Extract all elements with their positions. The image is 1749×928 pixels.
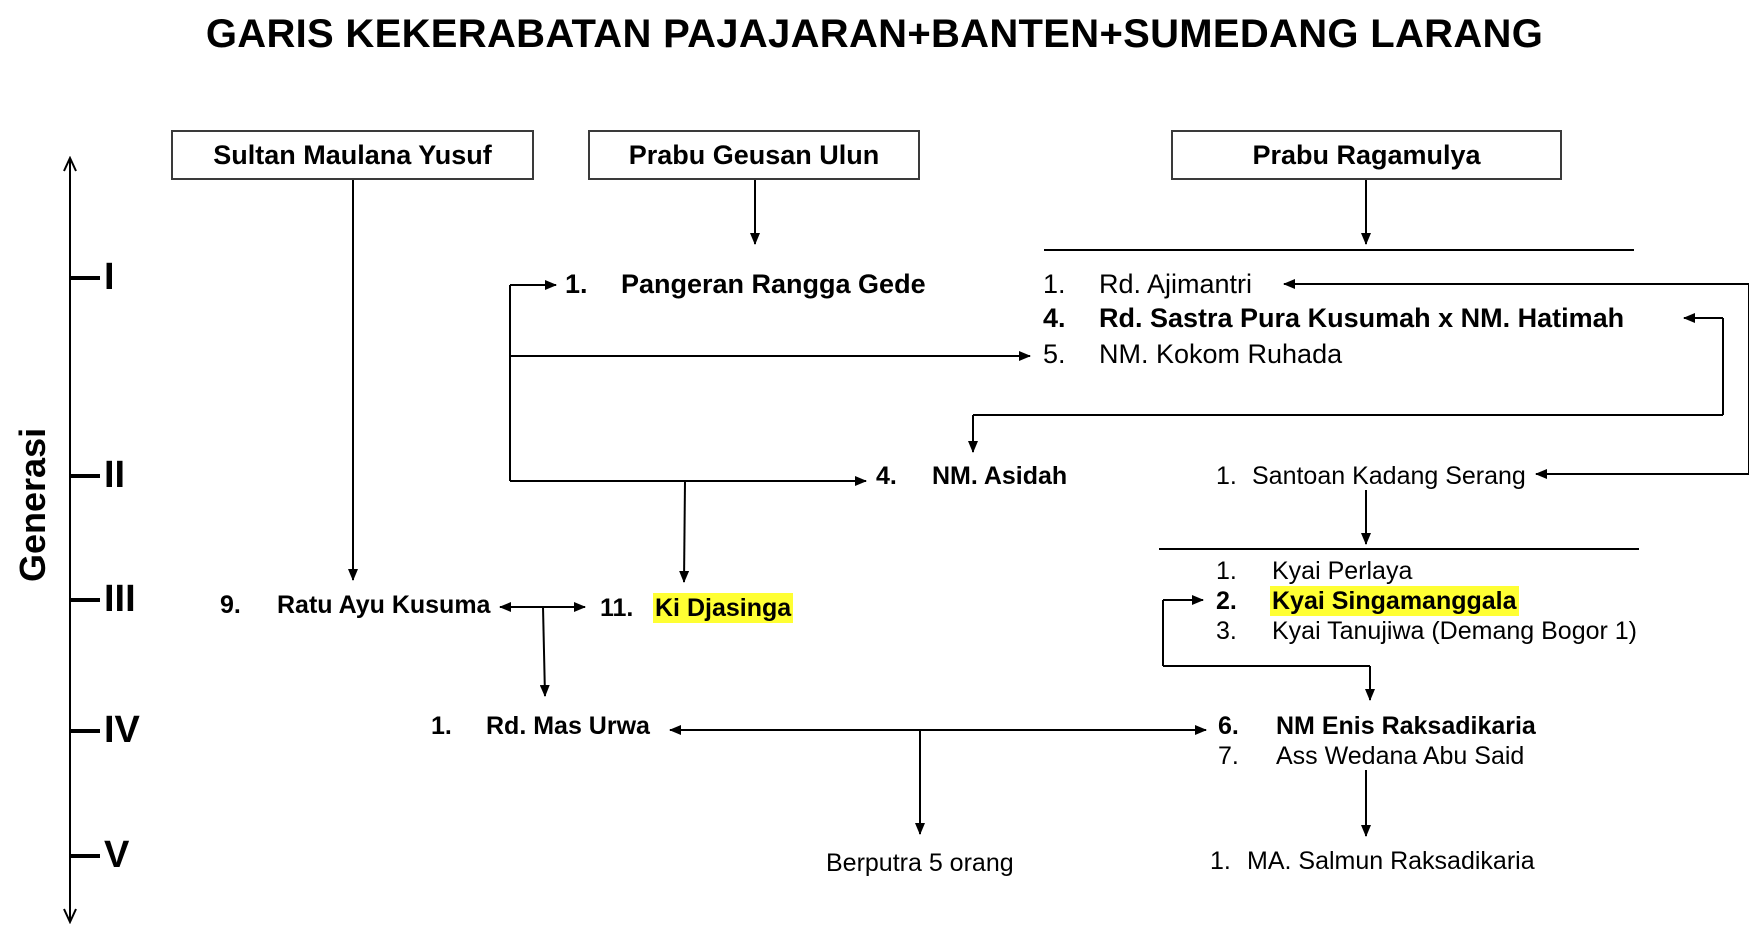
ratu-ayu-kusuma-name: Ratu Ayu Kusuma xyxy=(277,591,491,619)
ajimantri-number: 1. xyxy=(1043,269,1066,299)
axis-label-generasi: Generasi xyxy=(12,427,53,582)
ratu-ayu-kusuma-number: 9. xyxy=(220,591,241,619)
rangga-gede-name: Pangeran Rangga Gede xyxy=(621,269,926,299)
kyai-perlaya-name: Kyai Perlaya xyxy=(1272,557,1413,585)
gen-label-5: V xyxy=(104,834,130,876)
ajimantri-name: Rd. Ajimantri xyxy=(1099,269,1253,299)
gen-label-1: I xyxy=(104,256,115,298)
mas-urwa-name: Rd. Mas Urwa xyxy=(486,712,650,740)
kyai-perlaya-number: 1. xyxy=(1216,557,1237,585)
kyai-singamanggala-name: Kyai Singamanggala xyxy=(1272,587,1517,615)
diagram-title: GARIS KEKERABATAN PAJAJARAN+BANTEN+SUMEDANG LARANG xyxy=(205,12,1544,56)
kokom-ruhada-number: 5. xyxy=(1043,339,1066,369)
salmun-number: 1. xyxy=(1210,847,1231,875)
kyai-tanujiwa-name: Kyai Tanujiwa (Demang Bogor 1) xyxy=(1272,617,1638,645)
root-box-sultan-maulana-yusuf: Sultan Maulana Yusuf xyxy=(171,130,534,180)
asidah-name: NM. Asidah xyxy=(932,462,1068,490)
santoan-number: 1. xyxy=(1216,462,1237,490)
root-box-prabu-ragamulya: Prabu Ragamulya xyxy=(1171,130,1562,180)
wedana-abu-said-number: 7. xyxy=(1218,742,1239,770)
ki-djasinga-number: 11. xyxy=(600,594,634,622)
asidah-number: 4. xyxy=(876,462,897,490)
sastra-pura-number: 4. xyxy=(1043,303,1066,333)
ki-djasinga-name: Ki Djasinga xyxy=(655,594,792,622)
berputra-text: Berputra 5 orang xyxy=(826,849,1014,877)
gen-label-2: II xyxy=(104,454,126,496)
root-box-prabu-geusan-ulun: Prabu Geusan Ulun xyxy=(588,130,920,180)
mas-urwa-number: 1. xyxy=(431,712,452,740)
wedana-abu-said-name: Ass Wedana Abu Said xyxy=(1276,742,1525,770)
kyai-tanujiwa-number: 3. xyxy=(1216,617,1237,645)
enis-raksadikaria-name: NM Enis Raksadikaria xyxy=(1276,712,1536,740)
sastra-pura-name: Rd. Sastra Pura Kusumah x NM. Hatimah xyxy=(1099,303,1625,333)
enis-raksadikaria-number: 6. xyxy=(1218,712,1239,740)
kokom-ruhada-name: NM. Kokom Ruhada xyxy=(1099,339,1343,369)
kyai-singamanggala-number: 2. xyxy=(1216,587,1237,615)
gen-label-3: III xyxy=(104,578,136,620)
rangga-gede-number: 1. xyxy=(565,269,588,299)
santoan-name: Santoan Kadang Serang xyxy=(1252,462,1526,490)
salmun-name: MA. Salmun Raksadikaria xyxy=(1247,847,1535,875)
gen-label-4: IV xyxy=(104,709,140,751)
